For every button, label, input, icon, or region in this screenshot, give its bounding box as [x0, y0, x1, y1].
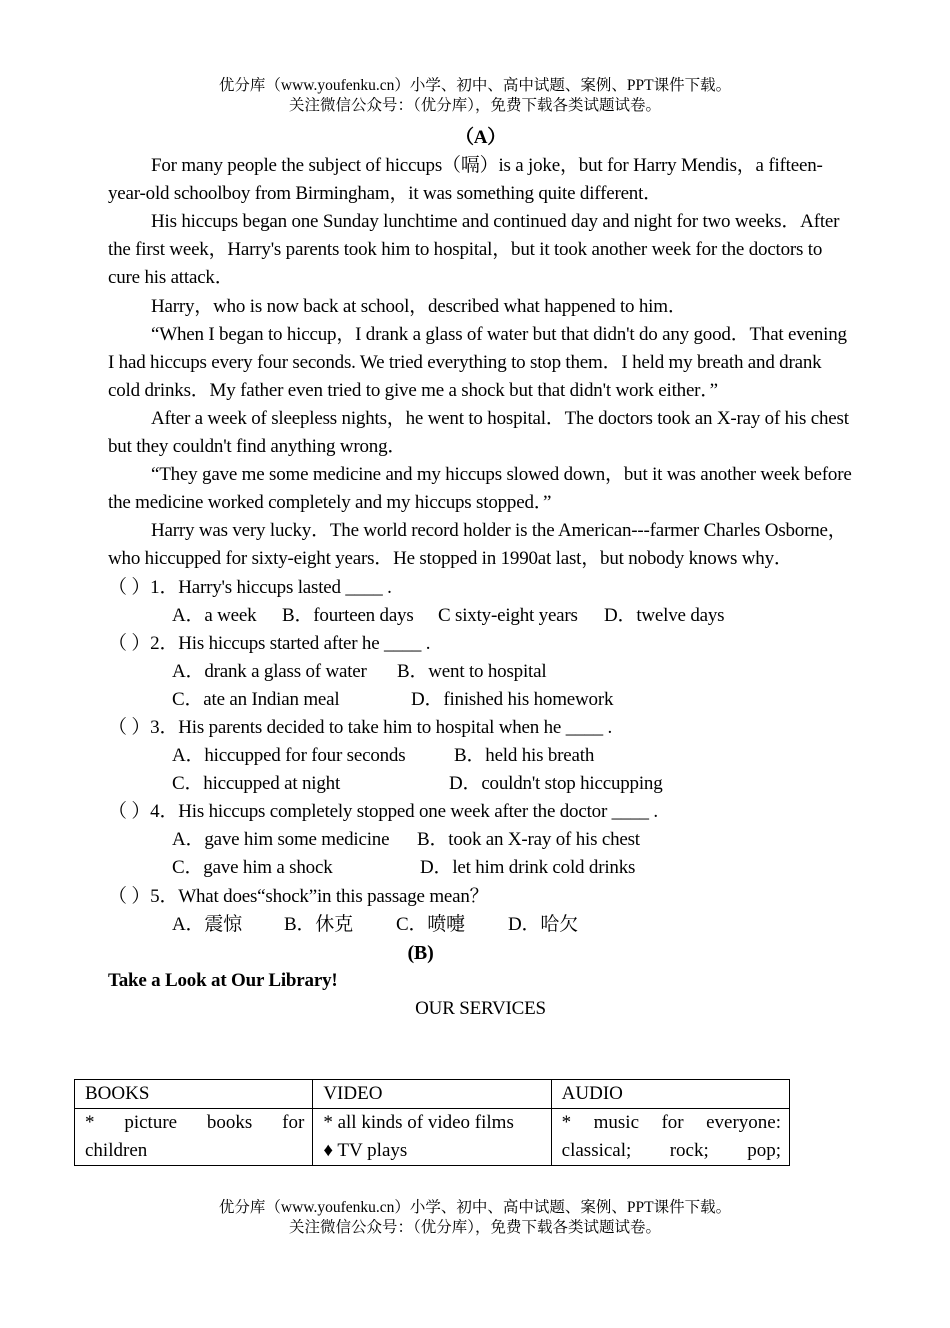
footer-line-1: 优分库（www.youfenku.cn）小学、初中、高中试题、案例、PPT课件下载。: [218, 1199, 732, 1216]
paragraph: Harry，who is now back at school，described what happened to him．: [151, 295, 687, 317]
question-4-options-row-2: [108, 854, 853, 882]
option: C．gave him a shock: [172, 857, 333, 879]
question-4-options-row-1: [108, 826, 853, 854]
question-5: （ ）5．What does“shock”in this passage mean？: [108, 885, 489, 907]
table-header-cell: AUDIO: [551, 1080, 789, 1109]
option: B．took an X-ray of his chest: [417, 829, 640, 851]
question-1-options: [108, 602, 853, 630]
footer-line-2: 关注微信公众号：（优分库），免费下载各类试题试卷。: [288, 1219, 661, 1236]
option: A．a week: [172, 604, 257, 626]
option: A．hiccupped for four seconds: [172, 745, 406, 767]
paragraph: For many people the subject of hiccups（嗝）is a joke，but for Harry Mendis，a fifteen-year-old schoolboy from Birmingham，it was something quite different．: [108, 155, 823, 205]
option: B．休克: [284, 913, 353, 935]
services-title: OUR SERVICES: [415, 997, 546, 1019]
option: D．couldn't stop hiccupping: [449, 773, 663, 795]
question-3-options-row-1: [108, 742, 853, 770]
question-3: （ ）3．His parents decided to take him to hospital when he ____ .: [108, 716, 612, 738]
option: D．finished his homework: [411, 688, 614, 710]
video-cell-extra: ♦ TV plays: [323, 1140, 408, 1161]
question-4: （ ）4．His hiccups completely stopped one week after the doctor ____ .: [108, 801, 658, 823]
books-cell: * picture books for children: [85, 1112, 305, 1161]
option: B．held his breath: [454, 745, 595, 767]
option: B．went to hospital: [397, 660, 547, 682]
option: A．gave him some medicine: [172, 829, 390, 851]
question-2: （ ）2．His hiccups started after he ____ .: [108, 632, 431, 654]
question-2-options-row-1: [108, 658, 853, 686]
option: A．drank a glass of water: [172, 660, 367, 682]
option: D．twelve days: [604, 604, 725, 626]
table-header-row: [75, 1080, 790, 1109]
document-body: [108, 124, 853, 1023]
section-b-title: (B): [407, 941, 434, 964]
library-heading: Take a Look at Our Library!: [108, 969, 338, 991]
table-header-cell: VIDEO: [313, 1080, 551, 1109]
option: C．ate an Indian meal: [172, 688, 340, 710]
option: C．hiccupped at night: [172, 773, 341, 795]
option: D．哈欠: [508, 913, 578, 935]
option: A．震惊: [172, 913, 242, 935]
section-a-title: （A）: [454, 127, 507, 148]
paragraph: “They gave me some medicine and my hiccups slowed down，but it was another week before the medicine worked completely and my hiccups stopped．”: [108, 464, 852, 514]
audio-cell: * music for everyone: classical; rock; pop;: [561, 1112, 781, 1161]
paragraph: Harry was very lucky．The world record holder is the American---farmer Charles Osborne，who hiccupped for sixty-eight years．He stopped in 1990at last，but nobody knows why．: [108, 520, 847, 570]
option: B．fourteen days: [282, 604, 414, 626]
question-2-options-row-2: [108, 686, 853, 714]
question-5-options: [108, 911, 853, 939]
services-table: [74, 1079, 790, 1166]
option: D．let him drink cold drinks: [420, 857, 636, 879]
paragraph: His hiccups began one Sunday lunchtime and continued day and night for two weeks．After the first week，Harry's parents took him to hospital，but it took another week for the doctors to cure his attack．: [108, 211, 840, 289]
header-line-2: 关注微信公众号：（优分库），免费下载各类试题试卷。: [288, 97, 661, 114]
option: C．喷嚏: [396, 913, 465, 935]
question-3-options-row-2: [108, 770, 853, 798]
page-footer: [0, 1198, 950, 1238]
paragraph: “When I began to hiccup，I drank a glass of water but that didn't do any good．That evening I had hiccups every four seconds. We tried everything to stop them．I held my breath and drank cold drinks．My father even tried to give me a shock but that didn't work either．”: [108, 323, 847, 401]
video-cell: * all kinds of video films: [323, 1112, 514, 1133]
header-line-1: 优分库（www.youfenku.cn）小学、初中、高中试题、案例、PPT课件下载。: [218, 77, 732, 94]
question-1: （ ）1．Harry's hiccups lasted ____ .: [108, 576, 392, 598]
paragraph: After a week of sleepless nights，he went to hospital．The doctors took an X-ray of his chest but they couldn't find anything wrong．: [108, 407, 849, 458]
table-row: [75, 1109, 790, 1166]
page-header: [0, 76, 950, 116]
option: C sixty-eight years: [438, 604, 578, 626]
table-header-cell: BOOKS: [75, 1080, 313, 1109]
